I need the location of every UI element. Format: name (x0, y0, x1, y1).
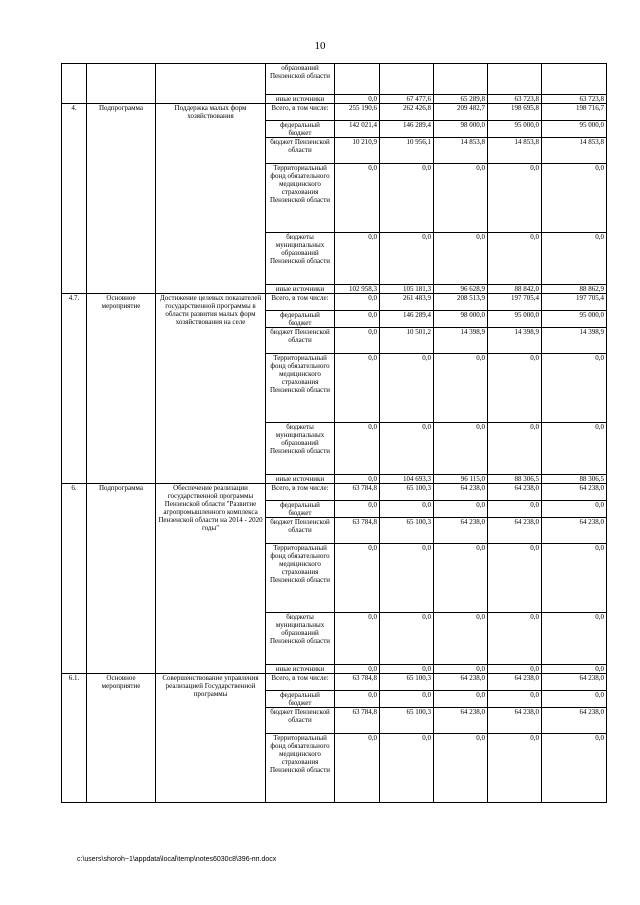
funding-source: Всего, в том числе: (266, 484, 335, 501)
amount-cell: 63 723,8 (542, 95, 607, 104)
amount-cell: 0,0 (434, 501, 488, 518)
amount-cell: 63 784,8 (335, 708, 380, 734)
item-title: Обеспечение реализации государственной программы Пензенской области "Развитие агропромышленного комплекса Пензенской области на 2014 - 2020 годы" (156, 484, 266, 674)
table-row (62, 104, 607, 121)
amount-cell: 98 000,0 (434, 311, 488, 328)
row-number (62, 64, 87, 104)
amount-cell: 104 693,3 (380, 475, 434, 484)
amount-cell: 14 853,8 (488, 138, 542, 164)
amount-cell (488, 64, 542, 95)
amount-cell: 255 190,6 (335, 104, 380, 121)
amount-cell: 88 306,5 (488, 475, 542, 484)
amount-cell: 0,0 (434, 233, 488, 285)
amount-cell: 0,0 (380, 544, 434, 613)
amount-cell: 0,0 (542, 544, 607, 613)
amount-cell: 0,0 (542, 423, 607, 475)
amount-cell: 0,0 (380, 354, 434, 423)
amount-cell: 64 238,0 (488, 484, 542, 501)
amount-cell: 0,0 (488, 164, 542, 233)
amount-cell: 0,0 (380, 613, 434, 665)
amount-cell: 10 501,2 (380, 328, 434, 354)
amount-cell: 0,0 (434, 423, 488, 475)
item-title: Поддержка малых форм хозяйствования (156, 104, 266, 294)
item-type: Подпрограмма (87, 104, 156, 294)
row-number: 6. (62, 484, 87, 674)
amount-cell: 0,0 (380, 501, 434, 518)
amount-cell: 0,0 (335, 354, 380, 423)
item-type: Основное мероприятие (87, 294, 156, 484)
table-row (62, 294, 607, 311)
funding-source: бюджеты муниципальных образований Пензенской области (266, 233, 335, 285)
amount-cell: 0,0 (434, 354, 488, 423)
amount-cell: 142 021,4 (335, 121, 380, 138)
page-number: 10 (314, 40, 326, 52)
funding-source: федеральный бюджет (266, 691, 335, 708)
amount-cell: 14 398,9 (488, 328, 542, 354)
amount-cell: 64 238,0 (488, 518, 542, 544)
amount-cell: 64 238,0 (542, 518, 607, 544)
amount-cell: 0,0 (380, 665, 434, 674)
amount-cell: 0,0 (335, 665, 380, 674)
amount-cell: 10 210,9 (335, 138, 380, 164)
amount-cell: 197 705,4 (488, 294, 542, 311)
amount-cell: 102 958,3 (335, 285, 380, 294)
amount-cell: 88 842,0 (488, 285, 542, 294)
funding-source: Территориальный фонд обязательного медицинского страхования Пензенской области (266, 734, 335, 803)
item-title: Достижение целевых показателей государственной программы в области развития малых форм хозяйствования на селе (156, 294, 266, 484)
funding-source: федеральный бюджет (266, 311, 335, 328)
amount-cell: 0,0 (488, 691, 542, 708)
amount-cell: 0,0 (488, 613, 542, 665)
funding-source: образований Пензенской области (266, 64, 335, 95)
amount-cell: 65 100,3 (380, 674, 434, 691)
amount-cell: 88 862,9 (542, 285, 607, 294)
amount-cell: 0,0 (434, 164, 488, 233)
amount-cell (335, 64, 380, 95)
amount-cell: 0,0 (434, 691, 488, 708)
amount-cell: 146 289,4 (380, 121, 434, 138)
amount-cell: 64 238,0 (542, 484, 607, 501)
amount-cell: 197 705,4 (542, 294, 607, 311)
amount-cell (542, 64, 607, 95)
amount-cell: 261 483,9 (380, 294, 434, 311)
file-path-footer: c:\users\shoroh~1\appdata\local\temp\notes6030c8\396-пп.docx (77, 856, 277, 863)
amount-cell: 146 289,4 (380, 311, 434, 328)
amount-cell: 0,0 (488, 501, 542, 518)
amount-cell: 198 716,7 (542, 104, 607, 121)
amount-cell: 0,0 (488, 544, 542, 613)
amount-cell: 0,0 (542, 691, 607, 708)
amount-cell: 64 238,0 (542, 674, 607, 691)
amount-cell: 0,0 (380, 164, 434, 233)
amount-cell: 95 000,0 (488, 311, 542, 328)
amount-cell: 0,0 (542, 164, 607, 233)
amount-cell: 88 306,5 (542, 475, 607, 484)
amount-cell: 0,0 (335, 734, 380, 803)
amount-cell: 63 723,8 (488, 95, 542, 104)
amount-cell: 262 426,8 (380, 104, 434, 121)
amount-cell: 0,0 (380, 233, 434, 285)
amount-cell: 0,0 (335, 475, 380, 484)
row-number: 4. (62, 104, 87, 294)
item-type: Подпрограмма (87, 484, 156, 674)
amount-cell: 64 238,0 (434, 708, 488, 734)
amount-cell: 14 853,8 (434, 138, 488, 164)
amount-cell: 0,0 (434, 544, 488, 613)
amount-cell: 0,0 (335, 613, 380, 665)
amount-cell: 0,0 (335, 164, 380, 233)
amount-cell: 0,0 (542, 613, 607, 665)
row-number: 6.1. (62, 674, 87, 803)
amount-cell: 64 238,0 (542, 708, 607, 734)
amount-cell: 0,0 (488, 233, 542, 285)
amount-cell: 14 398,9 (542, 328, 607, 354)
funding-source: Территориальный фонд обязательного медицинского страхования Пензенской области (266, 354, 335, 423)
amount-cell: 63 784,8 (335, 674, 380, 691)
amount-cell: 0,0 (335, 691, 380, 708)
funding-source: иные источники (266, 665, 335, 674)
amount-cell: 0,0 (434, 665, 488, 674)
amount-cell: 96 115,0 (434, 475, 488, 484)
funding-source: иные источники (266, 475, 335, 484)
row-number: 4.7. (62, 294, 87, 484)
funding-source: Всего, в том числе: (266, 104, 335, 121)
amount-cell: 0,0 (542, 734, 607, 803)
funding-source: Всего, в том числе: (266, 294, 335, 311)
amount-cell: 0,0 (542, 665, 607, 674)
amount-cell: 64 238,0 (434, 674, 488, 691)
amount-cell: 95 000,0 (488, 121, 542, 138)
amount-cell: 0,0 (335, 311, 380, 328)
amount-cell: 64 238,0 (434, 484, 488, 501)
funding-source: бюджет Пензенской области (266, 708, 335, 734)
amount-cell: 14 398,9 (434, 328, 488, 354)
amount-cell: 67 477,6 (380, 95, 434, 104)
amount-cell: 95 000,0 (542, 121, 607, 138)
amount-cell: 64 238,0 (488, 674, 542, 691)
amount-cell: 14 853,8 (542, 138, 607, 164)
amount-cell: 0,0 (335, 501, 380, 518)
amount-cell: 64 238,0 (434, 518, 488, 544)
item-title: Совершенствование управления реализацией Государственной программы (156, 674, 266, 803)
funding-source: бюджеты муниципальных образований Пензенской области (266, 423, 335, 475)
amount-cell: 98 000,0 (434, 121, 488, 138)
funding-source: бюджет Пензенской области (266, 328, 335, 354)
item-title (156, 64, 266, 104)
funding-source: иные источники (266, 285, 335, 294)
amount-cell: 0,0 (380, 734, 434, 803)
funding-source: бюджеты муниципальных образований Пензенской области (266, 613, 335, 665)
amount-cell: 65 289,8 (434, 95, 488, 104)
table-row (62, 484, 607, 501)
funding-source: иные источники (266, 95, 335, 104)
funding-source: Территориальный фонд обязательного медицинского страхования Пензенской области (266, 164, 335, 233)
amount-cell: 208 513,9 (434, 294, 488, 311)
funding-source: Всего, в том числе: (266, 674, 335, 691)
amount-cell: 0,0 (335, 233, 380, 285)
amount-cell: 0,0 (335, 294, 380, 311)
amount-cell: 95 000,0 (542, 311, 607, 328)
amount-cell: 198 695,8 (488, 104, 542, 121)
amount-cell: 0,0 (335, 544, 380, 613)
amount-cell: 63 784,8 (335, 518, 380, 544)
table-row (62, 674, 607, 691)
item-type: Основное мероприятие (87, 674, 156, 803)
amount-cell: 65 100,3 (380, 708, 434, 734)
amount-cell: 0,0 (488, 734, 542, 803)
amount-cell: 65 100,3 (380, 518, 434, 544)
amount-cell: 0,0 (488, 354, 542, 423)
amount-cell: 0,0 (488, 665, 542, 674)
amount-cell (380, 64, 434, 95)
amount-cell (434, 64, 488, 95)
table-row (62, 64, 607, 95)
amount-cell: 64 238,0 (488, 708, 542, 734)
amount-cell: 0,0 (380, 691, 434, 708)
amount-cell: 0,0 (542, 233, 607, 285)
amount-cell: 96 628,9 (434, 285, 488, 294)
amount-cell: 65 100,3 (380, 484, 434, 501)
amount-cell: 209 482,7 (434, 104, 488, 121)
amount-cell: 0,0 (542, 501, 607, 518)
amount-cell: 0,0 (335, 95, 380, 104)
item-type (87, 64, 156, 104)
funding-source: федеральный бюджет (266, 501, 335, 518)
funding-source: бюджет Пензенской области (266, 518, 335, 544)
amount-cell: 0,0 (335, 328, 380, 354)
funding-source: Территориальный фонд обязательного медицинского страхования Пензенской области (266, 544, 335, 613)
funding-source: бюджет Пензенской области (266, 138, 335, 164)
amount-cell: 0,0 (434, 613, 488, 665)
amount-cell: 10 956,1 (380, 138, 434, 164)
amount-cell: 63 784,8 (335, 484, 380, 501)
amount-cell: 0,0 (380, 423, 434, 475)
amount-cell: 0,0 (488, 423, 542, 475)
budget-table (61, 63, 607, 803)
funding-source: федеральный бюджет (266, 121, 335, 138)
amount-cell: 0,0 (542, 354, 607, 423)
amount-cell: 105 181,3 (380, 285, 434, 294)
amount-cell: 0,0 (434, 734, 488, 803)
amount-cell: 0,0 (335, 423, 380, 475)
